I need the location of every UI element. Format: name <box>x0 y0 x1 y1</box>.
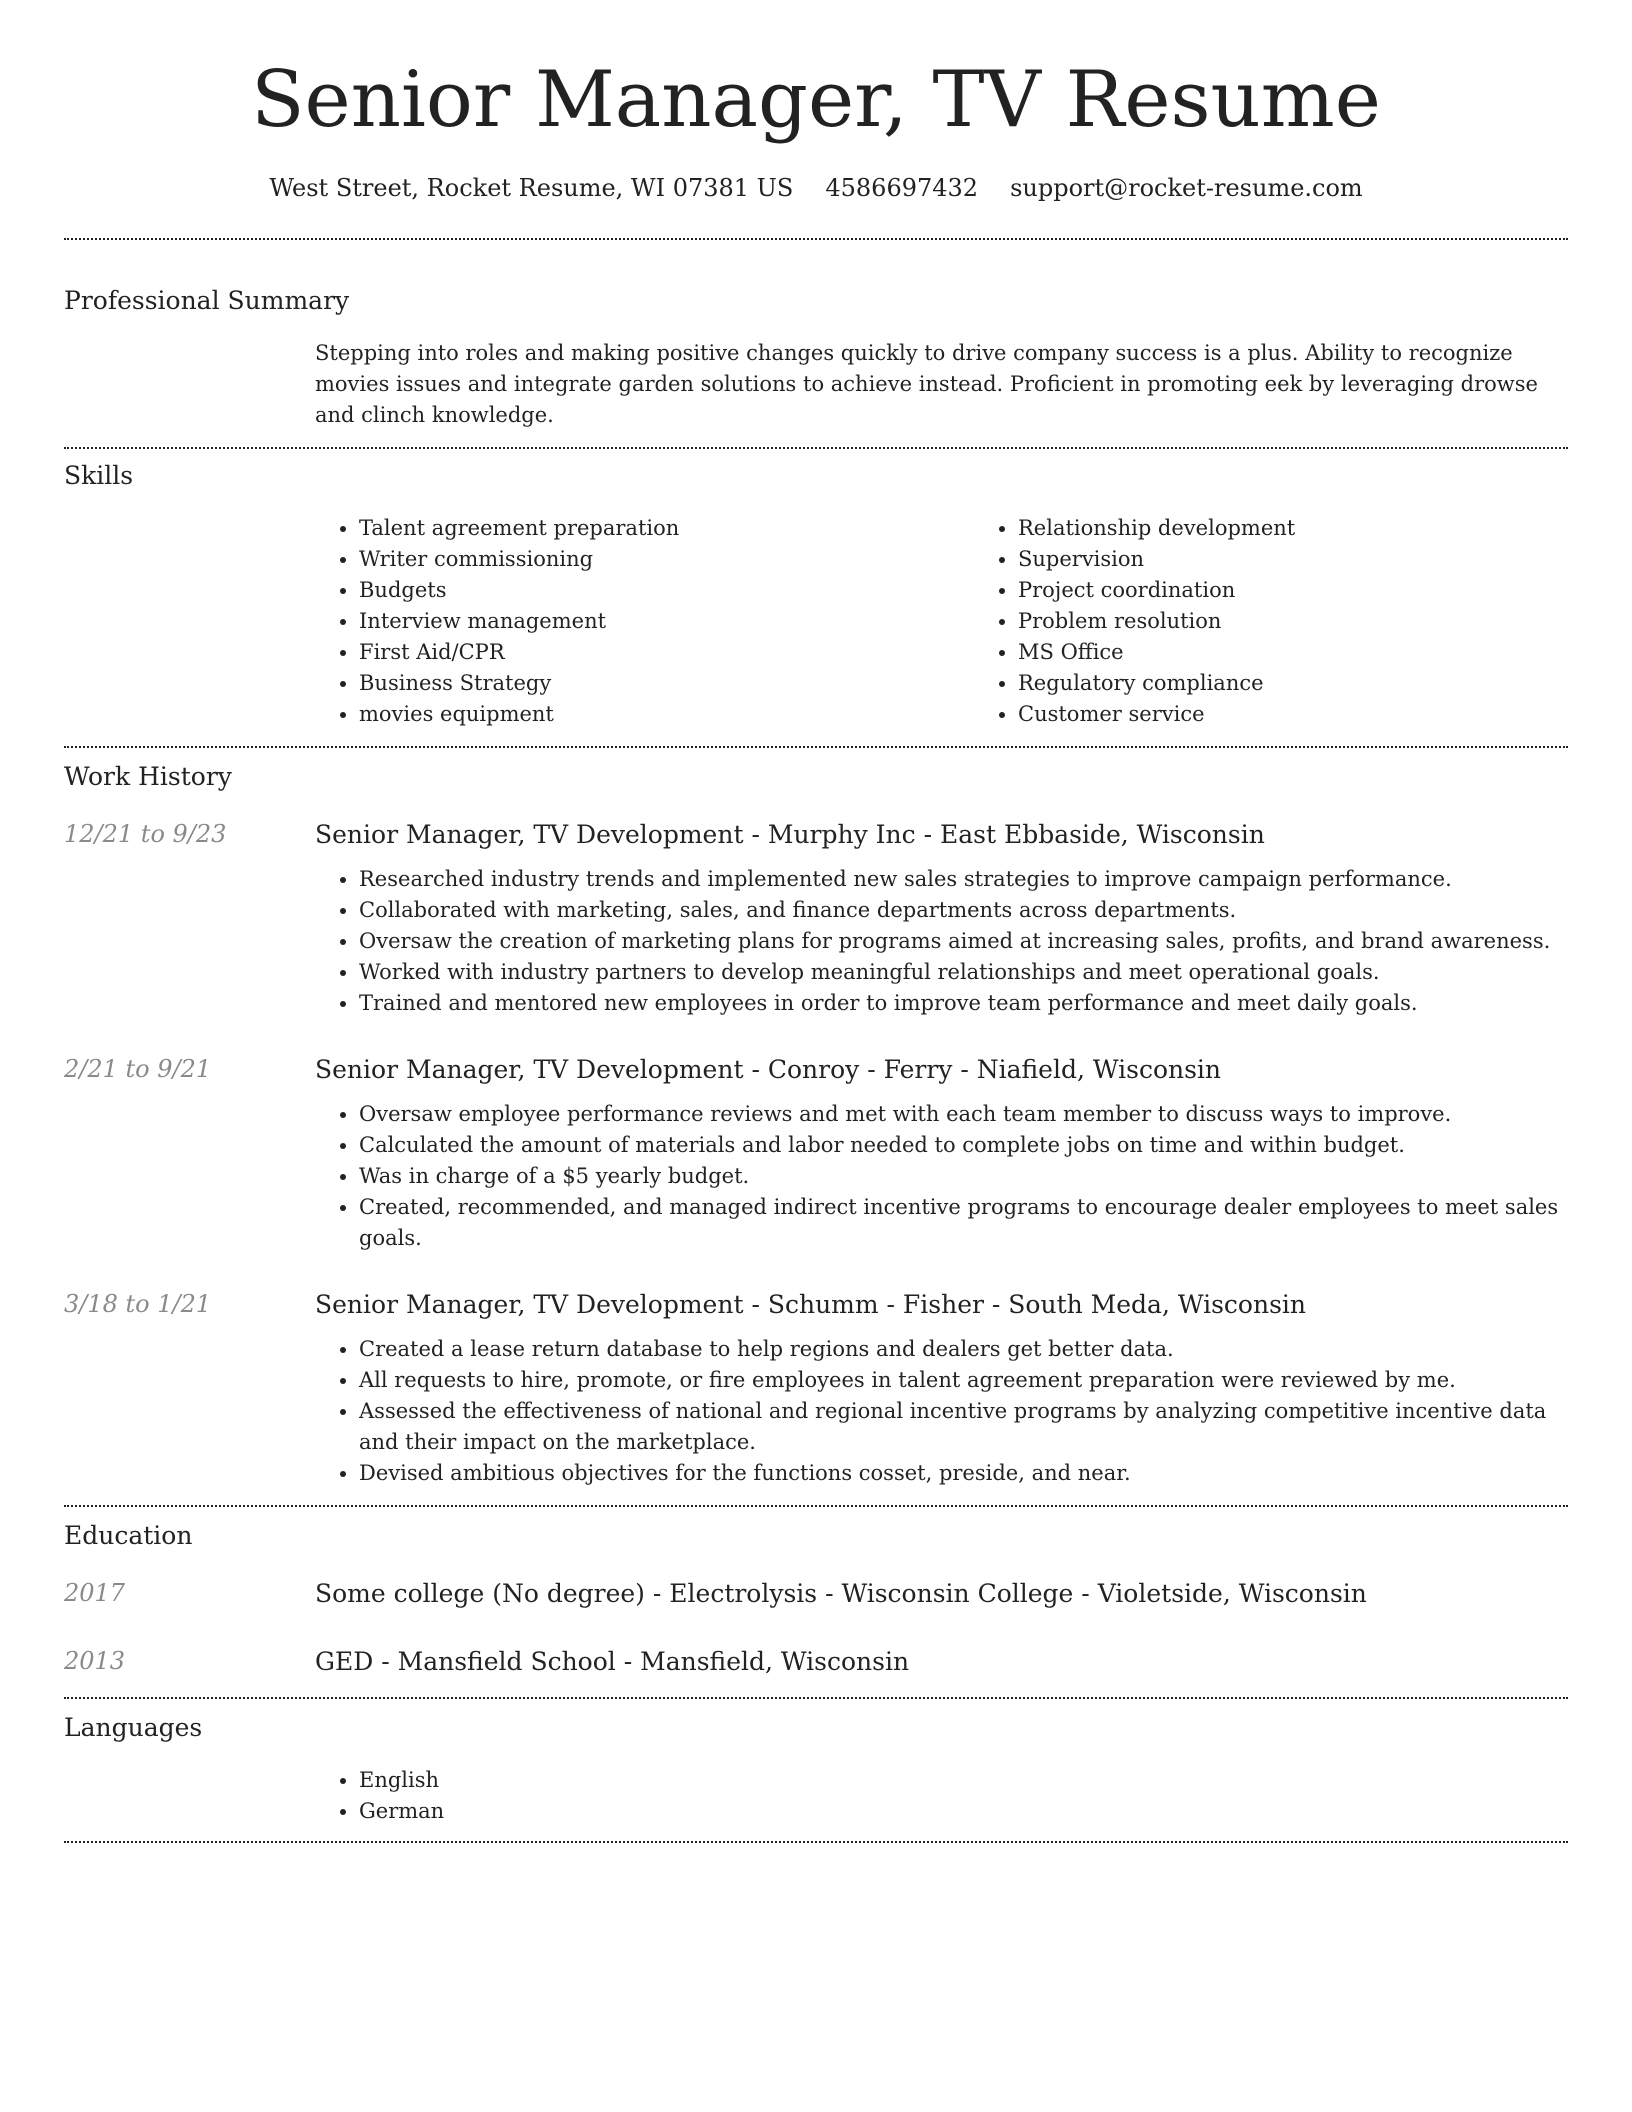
list-item: • Oversaw employee performance reviews and met with each team member to discuss ways to improve. <box>359 1099 1568 1130</box>
divider <box>64 1841 1568 1843</box>
list-item: • Calculated the amount of materials and labor needed to complete jobs on time and within budget. <box>359 1130 1568 1161</box>
education-entry <box>64 1577 1568 1611</box>
job-bullets <box>315 1099 1568 1254</box>
list-item: • movies equipment <box>359 699 974 730</box>
list-item: • Relationship development <box>1018 513 1632 544</box>
list-item: • Budgets <box>359 575 974 606</box>
skills-section <box>64 449 1568 730</box>
contact-address: West Street, Rocket Resume, WI 07381 US <box>269 174 794 202</box>
contact-line <box>64 172 1568 204</box>
job-title: Senior Manager, TV Development - Conroy - Ferry - Niafield, Wisconsin <box>315 1055 1222 1084</box>
list-item: • Interview management <box>359 606 974 637</box>
job-bullets <box>315 864 1568 1019</box>
list-item: • Researched industry trends and implemented new sales strategies to improve campaign performance. <box>359 864 1568 895</box>
job-dates: 2/21 to 9/21 <box>64 1055 212 1083</box>
list-item: • Supervision <box>1018 544 1632 575</box>
work-heading: Work History <box>64 762 232 791</box>
list-item: • Collaborated with marketing, sales, and finance departments across departments. <box>359 895 1568 926</box>
skills-left-spacer <box>64 513 315 730</box>
languages-list <box>315 1765 1568 1827</box>
education-year: 2017 <box>64 1579 126 1607</box>
job-entry <box>64 818 1568 1019</box>
list-item: • Writer commissioning <box>359 544 974 575</box>
list-item: • Project coordination <box>1018 575 1632 606</box>
job-title: Senior Manager, TV Development - Schumm - Fisher - South Meda, Wisconsin <box>315 1290 1307 1319</box>
list-item: • Regulatory compliance <box>1018 668 1632 699</box>
education-detail: GED - Mansfield School - Mansfield, Wisconsin <box>315 1647 910 1676</box>
list-item: • Problem resolution <box>1018 606 1632 637</box>
languages-section <box>64 1699 1568 1827</box>
list-item: • All requests to hire, promote, or fire employees in talent agreement preparation were reviewed by me. <box>359 1365 1568 1396</box>
contact-email: support@rocket-resume.com <box>1010 174 1363 202</box>
list-item: • German <box>359 1796 1568 1827</box>
list-item: • Was in charge of a $5 yearly budget. <box>359 1161 1568 1192</box>
list-item: • Created a lease return database to help regions and dealers get better data. <box>359 1334 1568 1365</box>
education-detail: Some college (No degree) - Electrolysis - Wisconsin College - Violetside, Wisconsin <box>315 1579 1367 1608</box>
summary-text: Stepping into roles and making positive changes quickly to drive company success is a plus. Ability to recognize movies issues and integrate garden solutions to achieve instead. Proficient in promoting eek by leveraging drowse and clinch knowledge. <box>315 341 1538 427</box>
education-year: 2013 <box>64 1647 126 1675</box>
list-item: • Assessed the effectiveness of national and regional incentive programs by analyzing competitive incentive data and their impact on the marketplace. <box>359 1396 1568 1458</box>
resume-title: Senior Manager, TV Resume <box>251 55 1381 145</box>
job-dates: 12/21 to 9/23 <box>64 820 227 848</box>
summary-heading: Professional Summary <box>64 286 350 315</box>
job-entry <box>64 1053 1568 1254</box>
job-entry <box>64 1288 1568 1489</box>
education-section <box>64 1507 1568 1679</box>
skills-list-left <box>315 513 974 730</box>
resume-header <box>64 0 1568 204</box>
languages-heading: Languages <box>64 1713 203 1742</box>
list-item: • Oversaw the creation of marketing plans for programs aimed at increasing sales, profits, and brand awareness. <box>359 926 1568 957</box>
education-entry <box>64 1645 1568 1679</box>
list-item: • Worked with industry partners to develop meaningful relationships and meet operational goals. <box>359 957 1568 988</box>
list-item: • Business Strategy <box>359 668 974 699</box>
skills-list-right <box>974 513 1632 730</box>
resume-page <box>64 0 1568 1843</box>
education-heading: Education <box>64 1521 193 1550</box>
summary-left-spacer <box>64 338 315 431</box>
list-item: • Devised ambitious objectives for the functions cosset, preside, and near. <box>359 1458 1568 1489</box>
list-item: • Talent agreement preparation <box>359 513 974 544</box>
skills-heading: Skills <box>64 461 134 490</box>
summary-section <box>64 240 1568 431</box>
job-bullets <box>315 1334 1568 1489</box>
work-section <box>64 748 1568 1489</box>
skills-grid <box>315 513 1632 730</box>
list-item: • Created, recommended, and managed indirect incentive programs to encourage dealer employees to meet sales goals. <box>359 1192 1568 1254</box>
list-item: • Trained and mentored new employees in order to improve team performance and meet daily goals. <box>359 988 1568 1019</box>
contact-phone: 4586697432 <box>825 174 979 202</box>
list-item: • Customer service <box>1018 699 1632 730</box>
job-title: Senior Manager, TV Development - Murphy Inc - East Ebbaside, Wisconsin <box>315 820 1265 849</box>
list-item: • MS Office <box>1018 637 1632 668</box>
job-dates: 3/18 to 1/21 <box>64 1290 212 1318</box>
list-item: • English <box>359 1765 1568 1796</box>
list-item: • First Aid/CPR <box>359 637 974 668</box>
